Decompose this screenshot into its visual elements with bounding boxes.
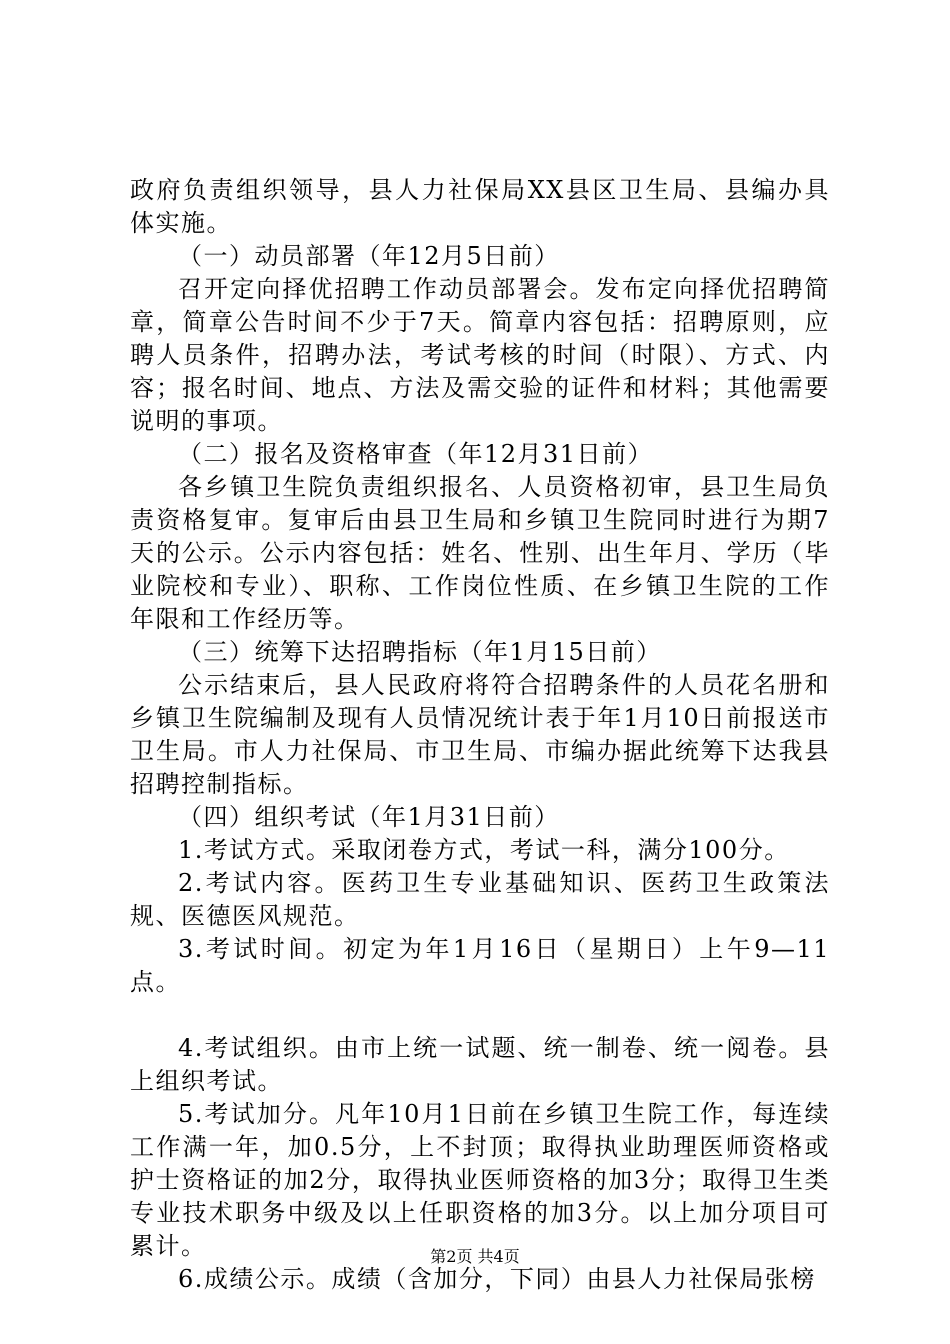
list-item-exam-organization: 4.考试组织。由市上统一试题、统一制卷、统一阅卷。县上组织考试。	[130, 1034, 830, 1095]
list-item-exam-method: 1.考试方式。采取闭卷方式，考试一科，满分100分。	[178, 836, 790, 864]
blank-line	[130, 999, 830, 1032]
document-body	[130, 174, 830, 1296]
section-heading-exam: （四）组织考试（年1月31日前）	[178, 803, 560, 831]
list-item-exam-bonus: 5.考试加分。凡年10月1日前在乡镇卫生院工作，每连续工作满一年，加0.5分，上不封顶；取得执业助理医师资格或护士资格证的加2分，取得执业医师资格的加3分；取得卫生类专业技术职务中级及以上任职资格的加3分。以上加分项目可累计。	[130, 1100, 830, 1260]
section-heading-mobilization: （一）动员部署（年12月5日前）	[178, 242, 560, 270]
page-footer: 第2页 共4页	[430, 1247, 520, 1266]
list-item-score-publication: 6.成绩公示。成绩（含加分，下同）由县人力社保局张榜	[178, 1265, 816, 1293]
section-heading-quota: （三）统筹下达招聘指标（年1月15日前）	[178, 638, 662, 666]
list-item-exam-content: 2.考试内容。医药卫生专业基础知识、医药卫生政策法规、医德医风规范。	[130, 869, 830, 930]
paragraph-quota: 公示结束后，县人民政府将符合招聘条件的人员花名册和乡镇卫生院编制及现有人员情况统计表于年1月10日前报送市卫生局。市人力社保局、市卫生局、市编办据此统筹下达我县招聘控制指标。	[130, 671, 830, 798]
paragraph-registration: 各乡镇卫生院负责组织报名、人员资格初审，县卫生局负责资格复审。复审后由县卫生局和乡镇卫生院同时进行为期7天的公示。公示内容包括：姓名、性别、出生年月、学历（毕业院校和专业）、职称、工作岗位性质、在乡镇卫生院的工作年限和工作经历等。	[130, 473, 830, 633]
section-heading-registration: （二）报名及资格审查（年12月31日前）	[178, 440, 654, 468]
paragraph-mobilization: 召开定向择优招聘工作动员部署会。发布定向择优招聘简章，简章公告时间不少于7天。简章内容包括：招聘原则，应聘人员条件，招聘办法，考试考核的时间（时限）、方式、内容；报名时间、地点、方法及需交验的证件和材料；其他需要说明的事项。	[130, 275, 830, 435]
paragraph-continuation: 政府负责组织领导，县人力社保局XX县区卫生局、县编办具体实施。	[130, 176, 830, 237]
list-item-exam-time: 3.考试时间。初定为年1月16日（星期日）上午9—11点。	[130, 935, 830, 996]
